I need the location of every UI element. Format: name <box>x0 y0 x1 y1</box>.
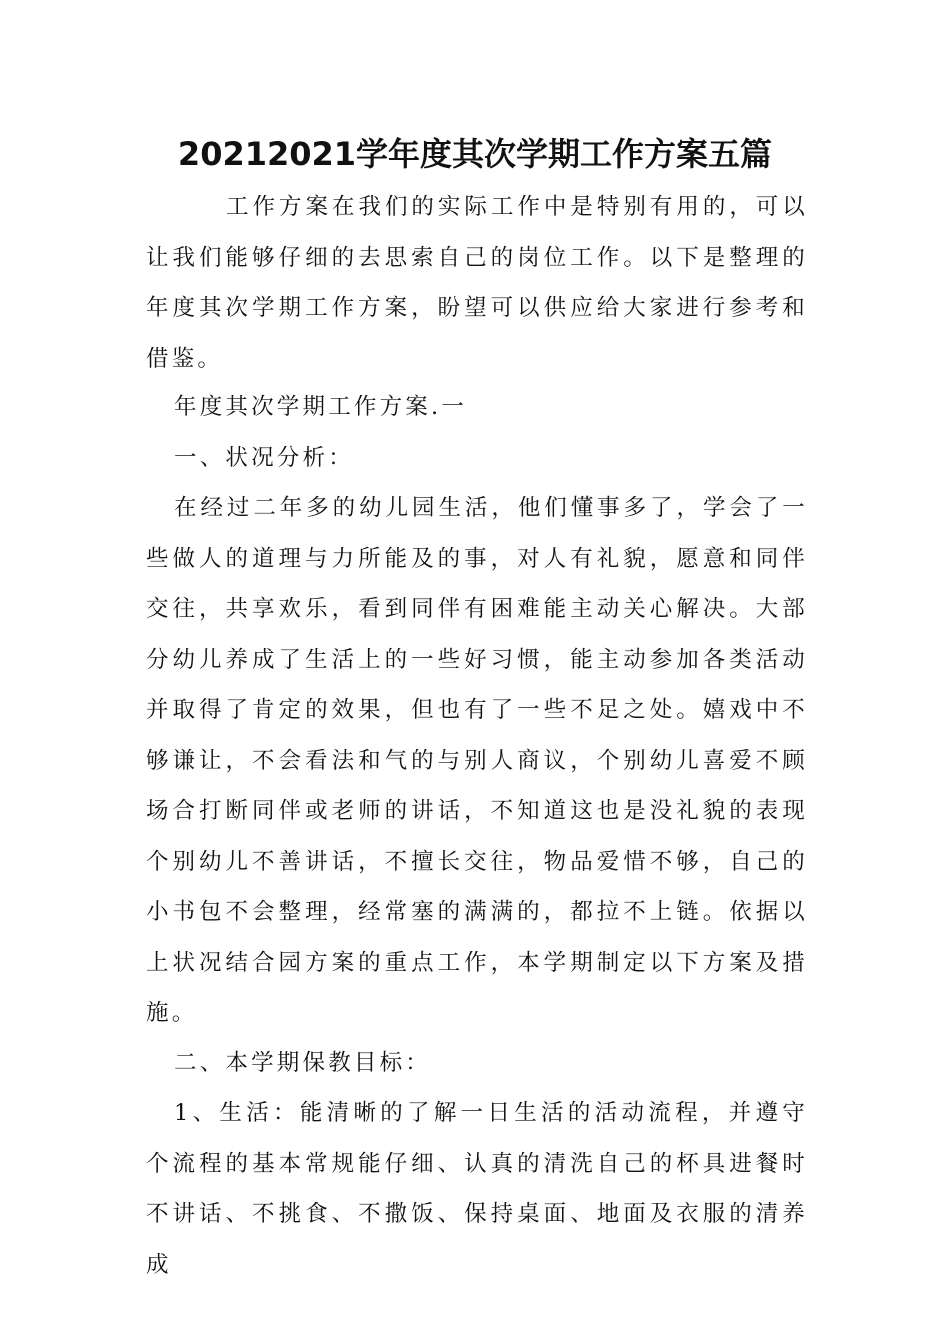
section1-heading: 一、状况分析： <box>174 445 354 471</box>
section1-title: 年度其次学期工作方案.一 <box>174 394 468 420</box>
document-title: 20212021学年度其次学期工作方案五篇 <box>177 135 773 173</box>
section2-item1-paragraph: 1、生活：能清晰的了解一日生活的活动流程，并遵守个流程的基本常规能仔细、认真的清洗自己的杯具进餐时不讲话、不挑食、不撒饭、保持桌面、地面及衣服的清养成 <box>146 1100 808 1278</box>
intro-paragraph: 工作方案在我们的实际工作中是特别有用的，可以让我们能够仔细的去思索自己的岗位工作。以下是整理的年度其次学期工作方案，盼望可以供应给大家进行参考和借鉴。 <box>146 194 808 372</box>
section2-heading: 二、本学期保教目标： <box>174 1050 432 1076</box>
section1-body-paragraph: 在经过二年多的幼儿园生活，他们懂事多了，学会了一些做人的道理与力所能及的事，对人有礼貌，愿意和同伴交往，共享欢乐，看到同伴有困难能主动关心解决。大部分幼儿养成了生活上的一些好习惯，能主动参加各类活动并取得了肯定的效果，但也有了一些不足之处。嬉戏中不够谦让，不会看法和气的与别人商议，个别幼儿喜爱不顾场合打断同伴或老师的讲话，不知道这也是没礼貌的表现个别幼儿不善讲话，不擅长交往，物品爱惜不够，自己的小书包不会整理，经常塞的满满的，都拉不上链。依据以上状况结合园方案的重点工作，本学期制定以下方案及措施。 <box>146 495 808 1026</box>
